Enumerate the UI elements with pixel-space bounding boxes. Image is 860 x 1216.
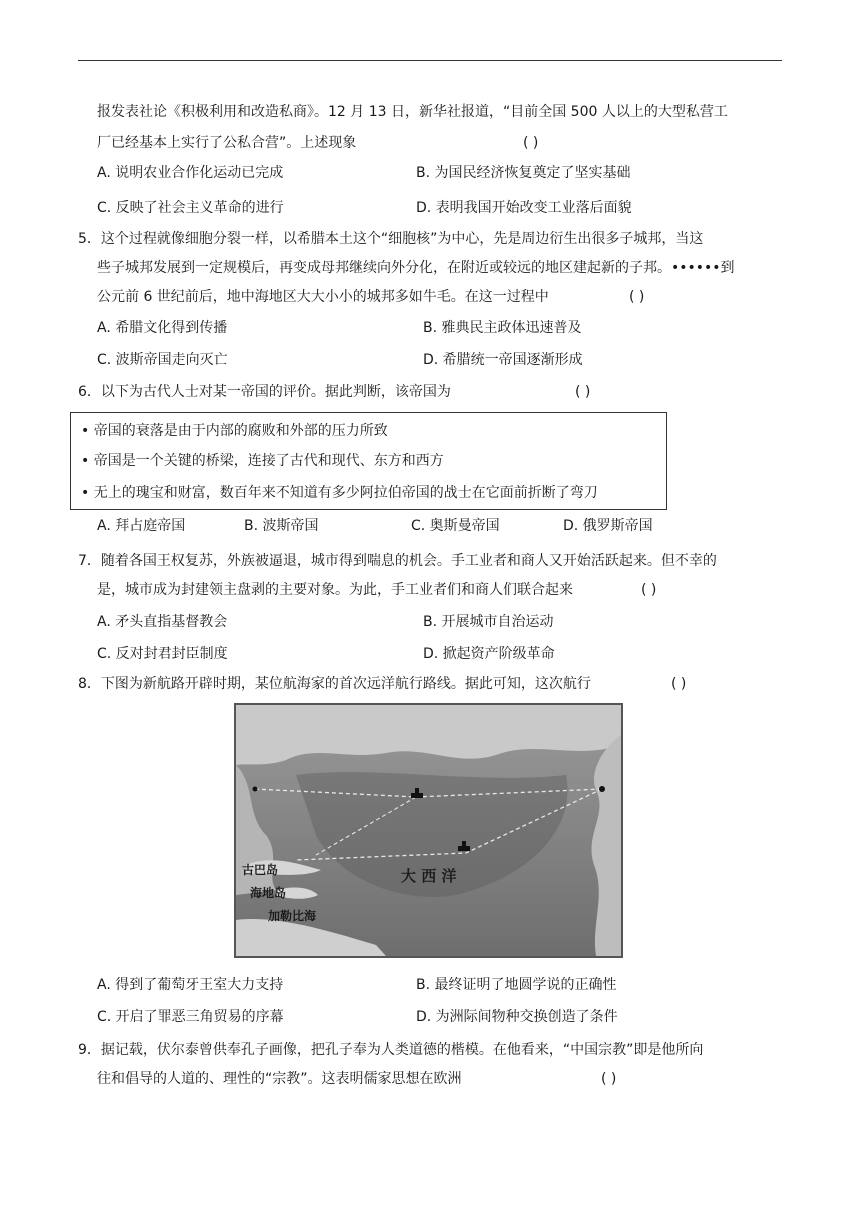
- map-label-caribbean: 加勒比海: [268, 909, 317, 923]
- q7-answer-paren: ( ): [641, 582, 657, 598]
- q4-option-c[interactable]: C. 反映了社会主义革命的进行: [97, 200, 284, 216]
- q7-text-line-1: 7．随着各国王权复苏，外族被逼退，城市得到喘息的机会。手工业者和商人又开始活跃起来。但不幸的: [78, 553, 717, 569]
- map-label-cuba: 古巴岛: [242, 863, 279, 877]
- q6-option-c[interactable]: C. 奥斯曼帝国: [411, 518, 500, 534]
- q8-option-d[interactable]: D. 为洲际间物种交换创造了条件: [416, 1009, 618, 1025]
- q6-option-a[interactable]: A. 拜占庭帝国: [97, 518, 186, 534]
- q9-text-line-1: 9．据记载，伏尔泰曾供奉孔子画像，把孔子奉为人类道德的楷模。在他看来，“中国宗教”即是他所向: [78, 1042, 704, 1058]
- q4-text-line-1: 报发表社论《积极利用和改造私商》。12 月 13 日，新华社报道，“目前全国 500 人以上的大型私营工: [97, 104, 728, 120]
- q8-answer-paren: ( ): [671, 676, 687, 692]
- q5-text-line-2: 些子城邦发展到一定规模后，再变成母邦继续向外分化，在附近或较远的地区建起新的子邦。••••••到: [97, 260, 735, 276]
- q6-quote-3: • 无上的瑰宝和财富，数百年来不知道有多少阿拉伯帝国的战士在它面前折断了弯刀: [81, 485, 598, 501]
- q5-option-b[interactable]: B. 雅典民主政体迅速普及: [423, 320, 582, 336]
- map-label-atlantic: 大 西 洋: [401, 867, 457, 885]
- q6-text-line-1: 6．以下为古代人士对某一帝国的评价。据此判断，该帝国为: [78, 384, 451, 400]
- q7-option-a[interactable]: A. 矛头直指基督教会: [97, 614, 228, 630]
- q6-quote-1: • 帝国的衰落是由于内部的腐败和外部的压力所致: [81, 423, 388, 439]
- q4-option-b[interactable]: B. 为国民经济恢复奠定了坚实基础: [416, 165, 631, 181]
- q8-option-b[interactable]: B. 最终证明了地圆学说的正确性: [416, 977, 617, 993]
- q9-answer-paren: ( ): [601, 1071, 617, 1087]
- q7-option-d[interactable]: D. 掀起资产阶级革命: [423, 646, 555, 662]
- route-endpoint-west: [253, 787, 258, 792]
- q6-quote-2: • 帝国是一个关键的桥梁，连接了古代和现代、东方和西方: [81, 453, 444, 469]
- q8-option-c[interactable]: C. 开启了罪恶三角贸易的序幕: [97, 1009, 284, 1025]
- q6-quote-box: [70, 412, 667, 510]
- q5-text-line-1: 5．这个过程就像细胞分裂一样，以希腊本土这个“细胞核”为中心，先是周边衍生出很多子城邦，当这: [78, 231, 704, 247]
- q5-option-c[interactable]: C. 波斯帝国走向灭亡: [97, 352, 228, 368]
- q9-text-line-2: 往和倡导的人道的、理性的“宗教”。这表明儒家思想在欧洲: [97, 1071, 462, 1087]
- q8-option-a[interactable]: A. 得到了葡萄牙王室大力支持: [97, 977, 284, 993]
- q4-option-d[interactable]: D. 表明我国开始改变工业落后面貌: [416, 200, 632, 216]
- q6-answer-paren: ( ): [575, 384, 591, 400]
- map-label-haiti: 海地岛: [250, 886, 287, 900]
- q4-answer-paren: ( ): [523, 135, 539, 151]
- header-rule: [78, 60, 782, 61]
- route-endpoint-east: [599, 786, 605, 792]
- q5-option-a[interactable]: A. 希腊文化得到传播: [97, 320, 228, 336]
- q6-option-d[interactable]: D. 俄罗斯帝国: [563, 518, 653, 534]
- q6-option-b[interactable]: B. 波斯帝国: [244, 518, 319, 534]
- q4-text-line-2: 厂已经基本上实行了公私合营”。上述现象: [97, 135, 357, 151]
- q5-option-d[interactable]: D. 希腊统一帝国逐渐形成: [423, 352, 583, 368]
- q7-option-c[interactable]: C. 反对封君封臣制度: [97, 646, 228, 662]
- q5-answer-paren: ( ): [629, 289, 645, 305]
- q7-option-b[interactable]: B. 开展城市自治运动: [423, 614, 554, 630]
- q4-option-a[interactable]: A. 说明农业合作化运动已完成: [97, 165, 284, 181]
- q8-text-line-1: 8．下图为新航路开辟时期，某位航海家的首次远洋航行路线。据此可知，这次航行: [78, 676, 591, 692]
- q7-text-line-2: 是，城市成为封建领主盘剥的主要对象。为此，手工业者们和商人们联合起来: [97, 582, 573, 598]
- voyage-map: [234, 703, 623, 958]
- q5-text-line-3: 公元前 6 世纪前后，地中海地区大大小小的城邦多如牛毛。在这一过程中: [97, 289, 549, 305]
